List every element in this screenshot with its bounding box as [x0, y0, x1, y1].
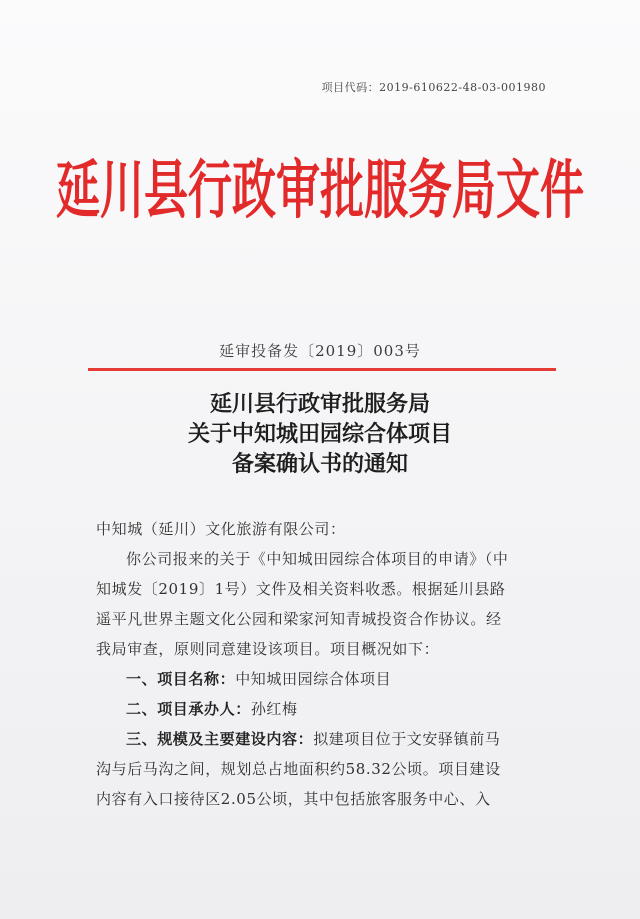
- red-divider-line: [88, 368, 556, 371]
- item-project-contact: [96, 694, 548, 724]
- item-scale-content: [96, 724, 548, 754]
- subject-line-3: 备案确认书的通知: [231, 452, 408, 477]
- item-label: 三、规模及主要建设内容：: [126, 730, 314, 748]
- body-line: 内容有入口接待区2.05公顷，其中包括旅客服务中心、入: [96, 790, 491, 808]
- body-line: 知城发〔2019〕1号）文件及相关资料收悉。根据延川县路: [96, 580, 506, 598]
- item-label: 二、项目承办人：: [126, 700, 251, 718]
- item-value: 孙红梅: [250, 700, 298, 718]
- subject-line-2: 关于中知城田园综合体项目: [187, 422, 452, 447]
- notice-body: [96, 514, 548, 814]
- item-project-name: [96, 664, 548, 694]
- document-number: 延审投备发〔2019〕003号: [219, 342, 421, 360]
- subject-line-1: 延川县行政审批服务局: [209, 392, 430, 417]
- item-value: 拟建项目位于文安驿镇前马: [313, 730, 501, 748]
- item-label: 一、项目名称：: [126, 670, 236, 688]
- notice-subject: [0, 390, 640, 480]
- body-line: 沟与后马沟之间，规划总占地面积约58.32公顷。项目建设: [96, 760, 501, 778]
- body-line: 我局审查，原则同意建设该项目。项目概况如下：: [96, 640, 440, 658]
- project-code: 项目代码：2019-610622-48-03-001980: [321, 81, 546, 94]
- body-line: 遥平凡世界主题文化公园和梁家河知青城投资合作协议。经: [96, 610, 502, 628]
- addressee: 中知城（延川）文化旅游有限公司：: [96, 520, 346, 538]
- document-header-title: 延川县行政审批服务局文件: [56, 154, 584, 229]
- item-value: 中知城田园综合体项目: [235, 670, 392, 688]
- body-line: 你公司报来的关于《中知城田园综合体项目的申请》（中: [126, 550, 509, 568]
